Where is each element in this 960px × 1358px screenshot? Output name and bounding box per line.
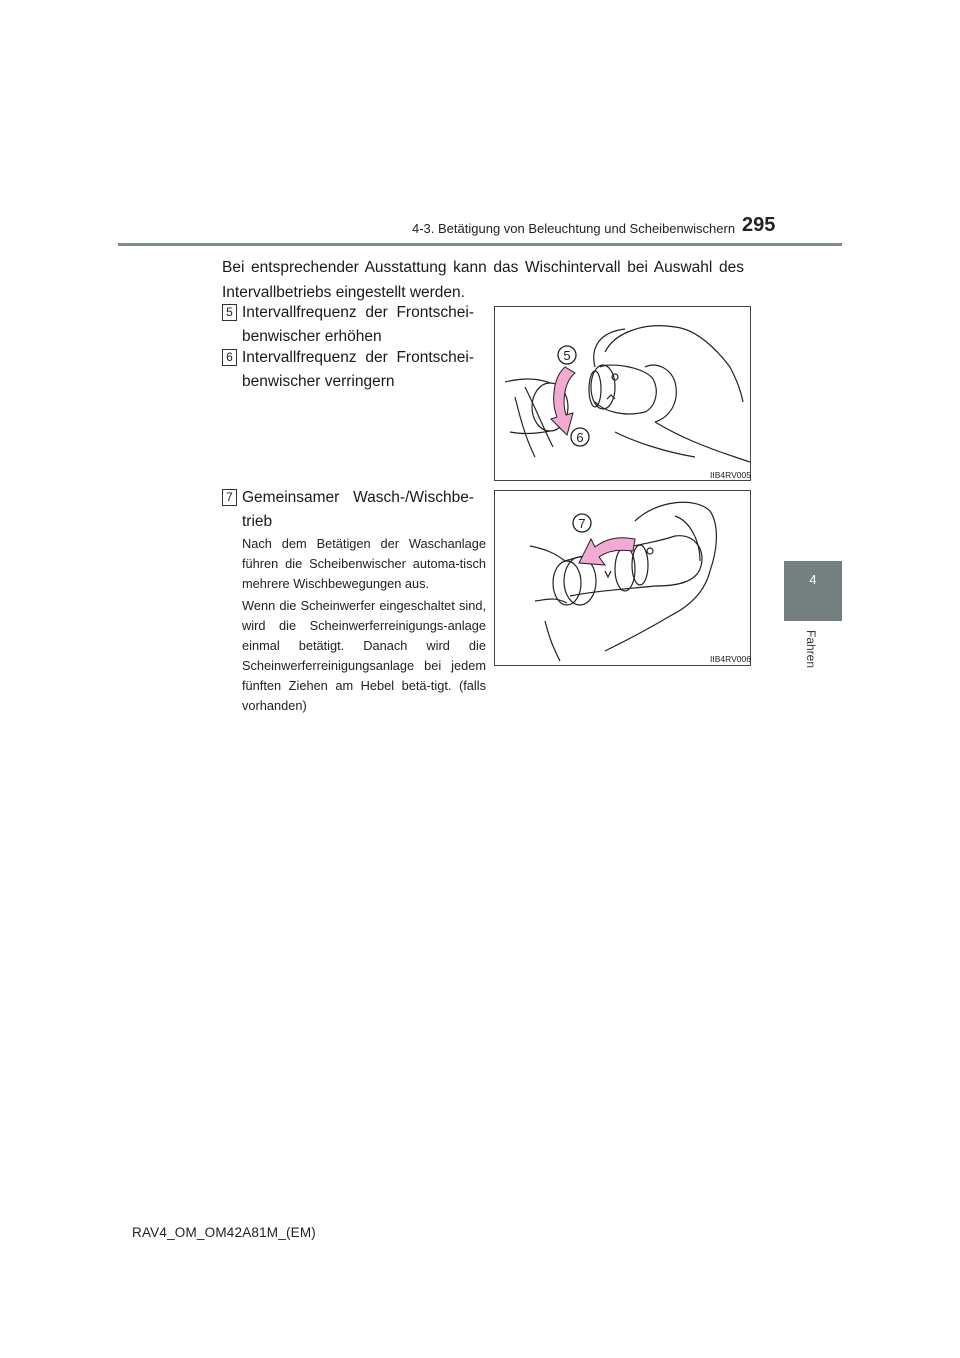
item-marker-5: 5 [222,304,237,321]
callout-6-label: 6 [576,430,584,445]
page-number: 295 [742,214,776,236]
chapter-number: 4 [809,572,817,587]
rotation-arrow [551,367,575,435]
item-marker-6: 6 [222,349,237,366]
wiper-lever-illustration-2 [495,491,750,665]
note-washer: Nach dem Betätigen der Waschanlage führen die Scheibenwischer automa-tisch mehrere Wischbewegungen aus. [242,536,486,591]
chapter-label-text: Fahren [804,630,818,669]
document-id: RAV4_OM_OM42A81M_(EM) [132,1225,317,1240]
item-marker-7: 7 [222,489,237,506]
item-text-6: Intervallfrequenz der Frontschei-benwischer verringern [242,349,474,390]
figure1-callout-5 [558,346,576,364]
chapter-tab [784,561,842,621]
callout-5-label: 5 [563,348,571,363]
chapter-label [800,630,820,690]
note-headlamp-cleaner: Wenn die Scheinwerfer eingeschaltet sind, wird die Scheinwerferreinigungs-anlage einmal betätigt. Danach wird die Scheinwerferreinigungsanlage bei jedem fünften Ziehen am Hebel betä-tigt. (falls vorhanden) [242,598,486,713]
section-title: 4-3. Betätigung von Beleuchtung und Scheibenwischern [412,221,736,236]
callout-7-label: 7 [578,516,586,531]
item-text-7: Gemeinsamer Wasch-/Wischbe-trieb [242,489,474,530]
figure-wiper-interval [494,306,751,481]
pull-arrow [579,538,635,565]
header-divider [118,243,842,246]
figure2-callout-7 [573,514,591,532]
figure-wash-wipe [494,490,751,666]
figure-code-2: IIB4RV006 [710,654,751,664]
intro-paragraph: Bei entsprechender Ausstattung kann das Wischintervall bei Auswahl des Intervallbetriebs eingestellt werden. [222,259,744,301]
wiper-lever-illustration-1 [495,307,750,480]
item-text-5: Intervallfrequenz der Frontschei-benwischer erhöhen [242,304,474,345]
figure1-callout-6 [571,428,589,446]
figure-code-1: IIB4RV005 [710,470,751,480]
